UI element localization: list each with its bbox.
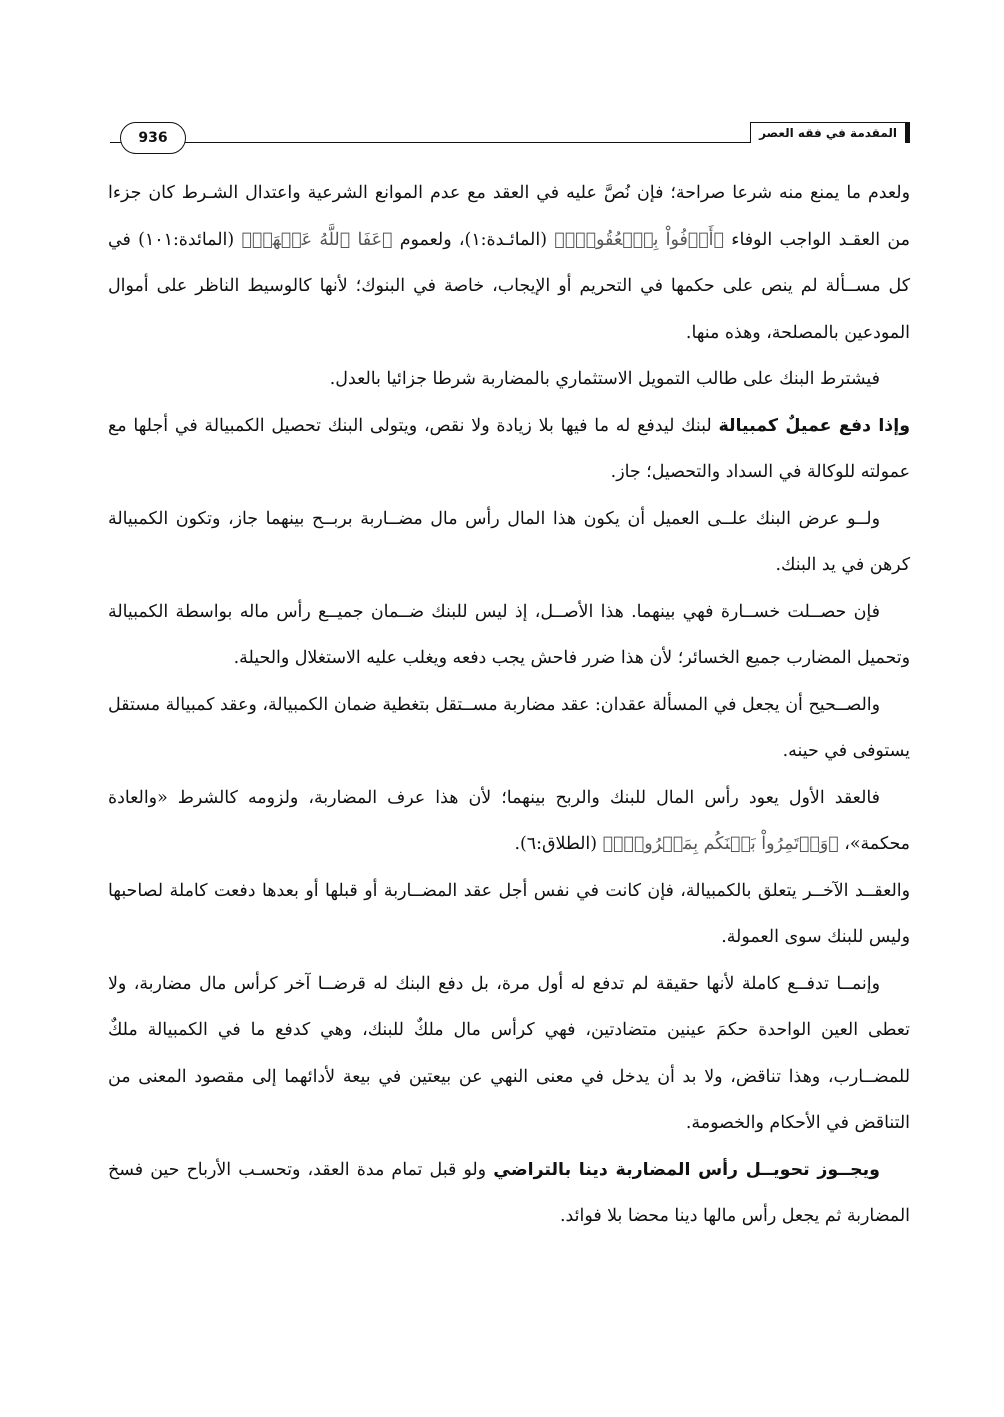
- quran-quote: ﴿وَأۡتَمِرُواْ بَيۡنَكُم بِمَعۡرُوفٖۖ﴾: [602, 834, 839, 854]
- paragraph: [108, 589, 910, 682]
- text-run: (المائدة:١٠١) في كل مســألة لم ينص على حكمها في التحريم أو الإيجاب، خاصة في البنوك؛ لأنها كالوسيط الناظر على أموال المودعين بالمصلحة، وهذه منها.: [108, 229, 910, 343]
- quran-quote: ﴿عَفَا ٱللَّهُ عَنۡهَاۗ﴾: [241, 229, 393, 250]
- text-run: لبنك ليدفع له ما فيها بلا زيادة ولا نقص، ويتولى البنك تحصيل الكمبيالة في أجلها مع عمولته للوكالة في السداد والتحصيل؛ جاز.: [108, 415, 910, 482]
- paragraph: [108, 961, 910, 1147]
- paragraph: [108, 496, 910, 589]
- text-run: والصــحيح أن يجعل في المسألة عقدان: عقد مضاربة مســتقل بتغطية ضمان الكمبيالة، وعقد كمبيالة مستقل يستوفى في حينه.: [108, 694, 910, 761]
- text-run: فإن حصــلت خســارة فهي بينهما. هذا الأصــل، إذ ليس للبنك ضــمان جميــع رأس ماله بواسطة الكمبيالة وتحميل المضارب جميع الخسائر؛ لأن هذا ضرر فاحش يجب دفعه ويغلب عليه الاستغلال والحيلة.: [108, 601, 910, 668]
- text-run: (الطلاق:٦).: [514, 834, 603, 854]
- text-run: والعقــد الآخــر يتعلق بالكمبيالة، فإن كانت في نفس أجل عقد المضــاربة أو قبلها أو بعدها دفعت كاملة لصاحبها وليس للبنك سوى العمولة.: [108, 880, 910, 947]
- paragraph: [108, 170, 910, 356]
- text-run: (المائـدة:١)، ولعموم: [392, 229, 555, 250]
- paragraph: [108, 403, 910, 496]
- book-title: المقدمة في فقه العصر: [750, 122, 910, 143]
- text-run: فالعقد الأول يعود رأس المال للبنك والربح بينهما؛ لأن هذا عرف المضاربة، ولزومه كالشرط «والعادة محكمة»،: [108, 787, 910, 854]
- bold-heading-text: وإذا دفع عميلٌ كمبيالة: [718, 415, 910, 436]
- bold-heading-text: ويجــوز تحويــل رأس المضاربة دينا بالتراضي: [493, 1159, 880, 1180]
- paragraph: [108, 682, 910, 775]
- paragraph: [108, 775, 910, 868]
- paragraph: [108, 356, 910, 403]
- text-run: ولو قبل تمام مدة العقد، وتحسـب الأرباح حين فسخ المضاربة ثم يجعل رأس مالها دينا محضا بلا فوائد.: [108, 1159, 910, 1226]
- quran-quote: ﴿أَوۡفُواْ بِٱلۡعُقُودِۚ﴾: [554, 229, 724, 250]
- text-run: ولــو عرض البنك علــى العميل أن يكون هذا المال رأس مال مضــاربة بربــح بينهما جاز، وتكون الكمبيالة كرهن في يد البنك.: [108, 508, 910, 575]
- page-header: [110, 116, 910, 152]
- text-run: ولعدم ما يمنع منه شرعا صراحة؛ فإن نُصَّ عليه في العقد مع عدم الموانع الشرعية واعتدال الشـرط كان جزءا من العقـد الواجب الوفاء: [108, 183, 910, 250]
- paragraph: [108, 868, 910, 961]
- main-text: [108, 170, 910, 1240]
- text-run: فيشترط البنك على طالب التمويل الاستثماري بالمضاربة شرطا جزائيا بالعدل.: [329, 369, 880, 389]
- text-run: وإنمــا تدفــع كاملة لأنها حقيقة لم تدفع له أول مرة، بل دفع البنك له قرضــا آخر كرأس مال مضاربة، ولا تعطى العين الواحدة حكمَ عينين متضادتين، فهي كرأس مال ملكٌ للبنك، وهي كدفع ما في الكمبيالة ملكٌ للمضــارب، وهذا تناقض، ولا بد أن يدخل في معنى النهي عن بيعتين في بيعة لأدائهما إلى مقصود المعنى من التناقض في الأحكام والخصومة.: [108, 973, 910, 1133]
- paragraph: [108, 1147, 910, 1240]
- page-number: 936: [120, 122, 186, 154]
